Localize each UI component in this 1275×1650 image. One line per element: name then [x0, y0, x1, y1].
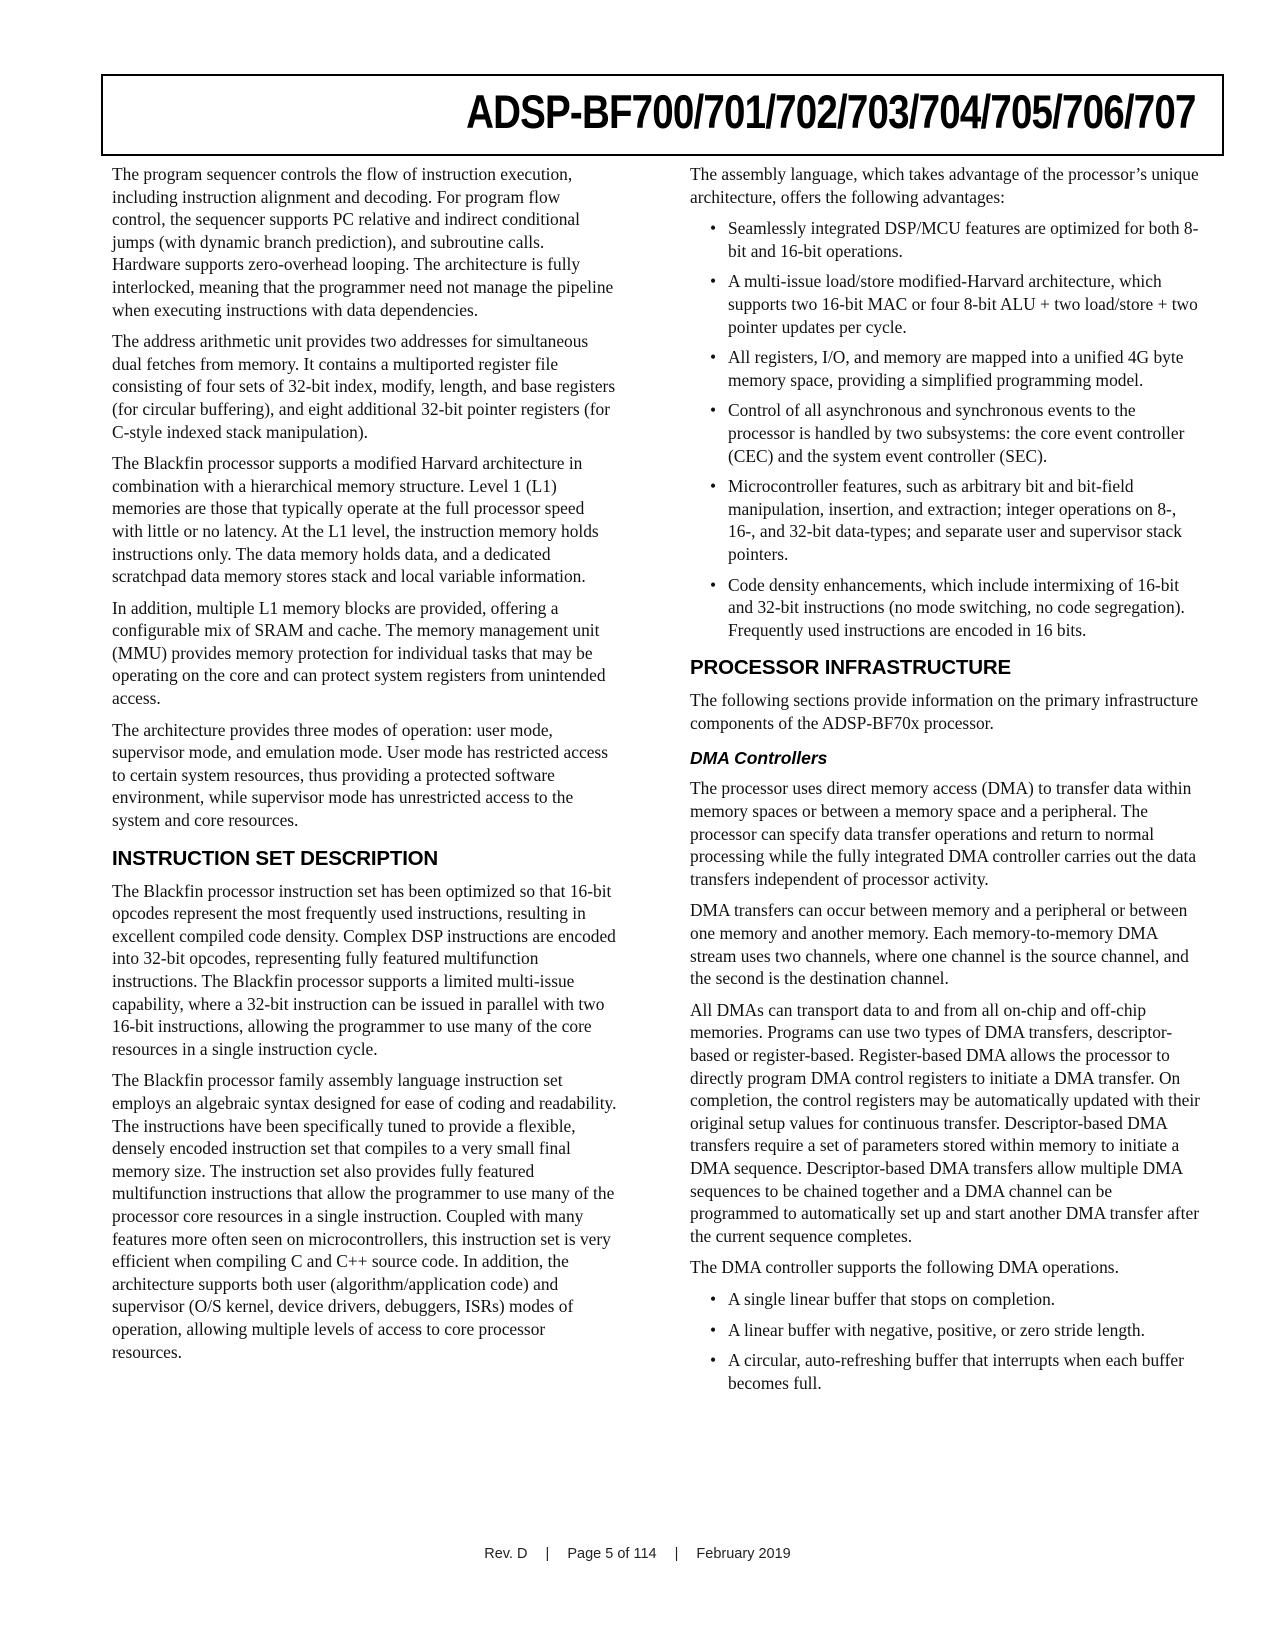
bullet-icon: •	[710, 218, 717, 239]
paragraph: The address arithmetic unit provides two addresses for simultaneous dual fetches from memory. It contains a multiported register file consisting of four sets of 32-bit index, modify, length, and base registers (for circular buffering), and eight additional 32-bit pointer registers (for C-style indexed stack manipulation).	[112, 331, 616, 442]
bullet-icon: •	[710, 1319, 717, 1340]
footer-separator: |	[674, 1546, 679, 1562]
paragraph: DMA transfers can occur between memory and a peripheral or between one memory and another memory. Each memory-to-memory DMA stream uses two channels, where one channel is the source channel, and the second is the destination channel.	[690, 900, 1189, 989]
left-column	[112, 163, 617, 1372]
footer-separator: |	[545, 1546, 550, 1562]
list-item: • Seamlessly integrated DSP/MCU features are optimized for both 8-bit and 16-bit operations.	[710, 218, 1199, 261]
paragraph: The architecture provides three modes of operation: user mode, supervisor mode, and emulation mode. User mode has restricted access to certain system resources, thus providing a protected software environment, while supervisor mode has unrestricted access to the system and core resources.	[112, 719, 608, 831]
paragraph: The assembly language, which takes advantage of the processor’s unique architecture, offers the following advantages:	[690, 164, 1199, 207]
paragraph: The program sequencer controls the flow of instruction execution, including instruction alignment and decoding. For program flow control, the sequencer supports PC relative and indirect conditional jumps (with dynamic branch prediction), and subroutine calls. Hardware supports zero-overhead looping. The architecture is fully interlocked, meaning that the programmer need not manage the pipeline when executing instructions with data dependencies.	[112, 164, 614, 320]
dma-operations-list	[690, 1288, 1200, 1394]
list-item: • Code density enhancements, which include intermixing of 16-bit and 32-bit instructions (no mode switching, no code segregation). Frequently used instructions are encoded in 16 bits.	[710, 574, 1185, 640]
list-item: • Control of all asynchronous and synchronous events to the processor is handled by two subsystems: the core event controller (CEC) and the system event controller (SEC).	[710, 400, 1185, 466]
page-number: Page 5 of 114	[567, 1546, 657, 1562]
paragraph: All DMAs can transport data to and from all on-chip and off-chip memories. Programs can use two types of DMA transfers, descriptor-based or register-based. Register-based DMA allows the processor to directly program DMA control registers to initiate a DMA transfer. On completion, the control registers may be automatically updated with their original setup values for continuous transfer. Descriptor-based DMA transfers require a set of parameters stored within memory to initiate a DMA sequence. Descriptor-based DMA transfers allow multiple DMA sequences to be chained together and a DMA channel can be programmed to automatically set up and start another DMA transfer after the current sequence completes.	[690, 999, 1200, 1246]
paragraph: The Blackfin processor family assembly language instruction set employs an algebraic syntax designed for ease of coding and readability. The instructions have been specifically tuned to provide a flexible, densely encoded instruction set that compiles to a very small final memory size. The instruction set also provides fully featured multifunction instructions that allow the programmer to use many of the processor core resources in a single instruction. Coupled with many features more often seen on microcontrollers, this instruction set is very efficient when compiling C and C++ source code. In addition, the architecture supports both user (algorithm/application code) and supervisor (O/S kernel, device drivers, debuggers, ISRs) modes of operation, allowing multiple levels of access to core processor resources.	[112, 1070, 617, 1362]
bullet-icon: •	[710, 476, 717, 497]
list-item: • A multi-issue load/store modified-Harvard architecture, which supports two 16-bit MAC or four 8-bit ALU + two load/store + two pointer updates per cycle.	[710, 271, 1198, 337]
list-item: • A linear buffer with negative, positive, or zero stride length.	[710, 1319, 1145, 1340]
list-item: • A single linear buffer that stops on completion.	[710, 1288, 1056, 1309]
list-item: • All registers, I/O, and memory are mapped into a unified 4G byte memory space, providing a simplified programming model.	[710, 347, 1184, 390]
list-item: • A circular, auto-refreshing buffer that interrupts when each buffer becomes full.	[710, 1350, 1184, 1393]
paragraph: The processor uses direct memory access (DMA) to transfer data within memory spaces or between a memory space and a peripheral. The processor can specify data transfer operations and return to normal processing while the fully integrated DMA controller carries out the data transfers independent of processor activity.	[690, 778, 1197, 889]
subsection-heading-dma-controllers: DMA Controllers	[690, 748, 828, 769]
bullet-icon: •	[710, 400, 717, 421]
right-column	[690, 163, 1200, 1403]
bullet-icon: •	[710, 574, 717, 595]
paragraph: The Blackfin processor instruction set has been optimized so that 16-bit opcodes represent the most frequently used instructions, resulting in excellent compiled code density. Complex DSP instructions are encoded into 32-bit opcodes, representing fully featured multifunction instructions. The Blackfin processor supports a limited multi-issue capability, where a 32-bit instruction can be issued in parallel with two 16-bit instructions, allowing the programmer to use many of the core resources in a single instruction cycle.	[112, 880, 616, 1059]
bullet-icon: •	[710, 1288, 717, 1309]
page-footer	[0, 1546, 1275, 1562]
section-heading-instruction-set: INSTRUCTION SET DESCRIPTION	[112, 846, 439, 870]
list-item: • Microcontroller features, such as arbitrary bit and bit-field manipulation, insertion, and extraction; integer operations on 8-, 16-, and 32-bit data-types; and separate user and supervisor stack pointers.	[710, 476, 1182, 564]
advantages-list	[690, 217, 1200, 641]
paragraph: The following sections provide information on the primary infrastructure components of the ADSP-BF70x processor.	[690, 690, 1199, 733]
document-title: ADSP-BF700/701/702/703/704/705/706/707	[466, 85, 1196, 138]
bullet-icon: •	[710, 271, 717, 292]
paragraph: The DMA controller supports the following DMA operations.	[690, 1257, 1119, 1278]
publication-date: February 2019	[696, 1546, 791, 1562]
bullet-icon: •	[710, 1350, 717, 1371]
paragraph: In addition, multiple L1 memory blocks are provided, offering a configurable mix of SRAM and cache. The memory management unit (MMU) provides memory protection for individual tasks that may be operating on the core and can protect system registers from unintended access.	[112, 597, 606, 709]
revision-label: Rev. D	[484, 1546, 528, 1562]
bullet-icon: •	[710, 347, 717, 368]
paragraph: The Blackfin processor supports a modified Harvard architecture in combination with a hierarchical memory structure. Level 1 (L1) memories are those that typically operate at the full processor speed with little or no latency. At the L1 level, the instruction memory holds instructions only. The data memory holds data, and a dedicated scratchpad data memory stores stack and local variable information.	[112, 453, 599, 587]
section-heading-processor-infrastructure: PROCESSOR INFRASTRUCTURE	[690, 656, 1011, 680]
document-header	[101, 74, 1224, 156]
